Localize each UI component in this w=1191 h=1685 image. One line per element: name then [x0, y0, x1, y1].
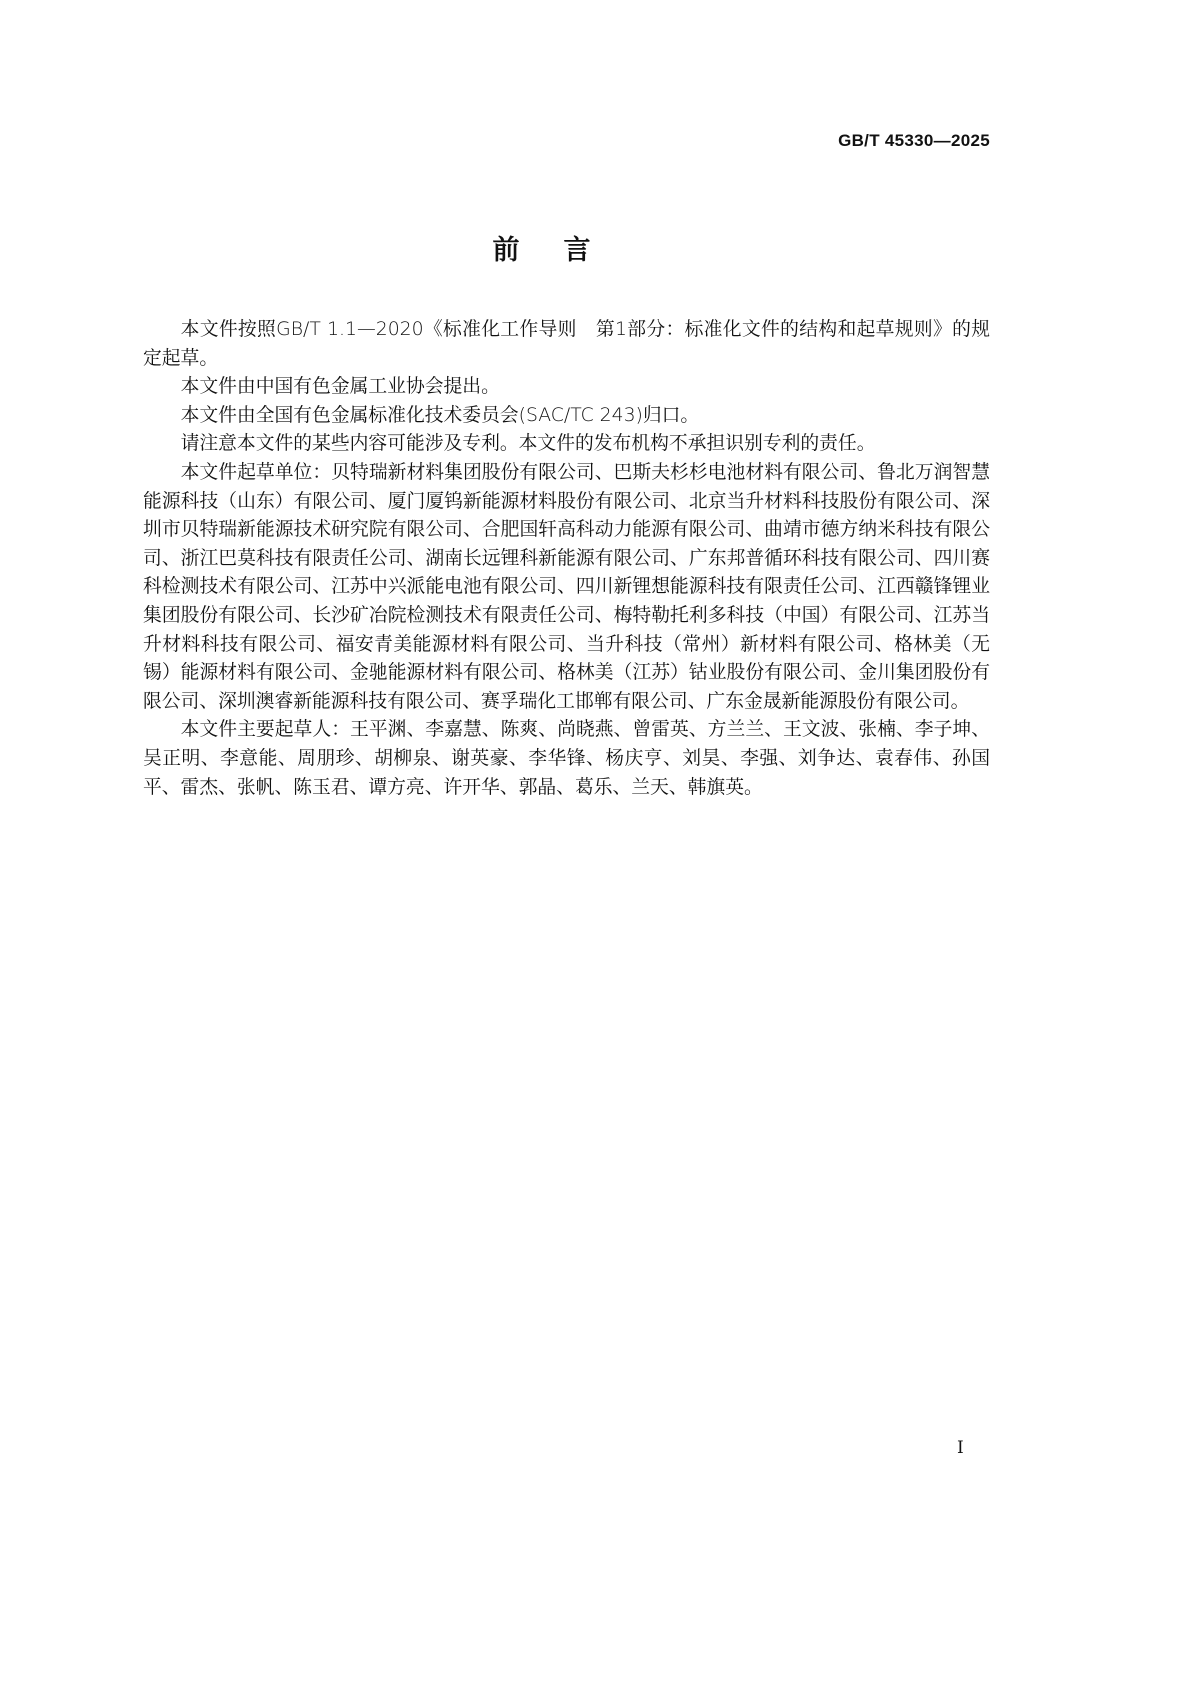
paragraph-committee: 本文件由全国有色金属标准化技术委员会(SAC/TC 243)归口。: [180, 404, 700, 426]
standard-number: GB/T 45330—2025: [838, 131, 990, 150]
page-number: I: [957, 1438, 964, 1458]
paragraph-drafting-rules: 本文件按照GB/T 1.1—2020《标准化工作导则 第1部分：标准化文件的结构和起草规则》的规定起草。: [143, 319, 990, 369]
page-title: 前言: [492, 235, 635, 266]
foreword-body: [143, 316, 990, 802]
paragraph-drafting-units: 本文件起草单位：贝特瑞新材料集团股份有限公司、巴斯夫杉杉电池材料有限公司、鲁北万润智慧能源科技（山东）有限公司、厦门厦钨新能源材料股份有限公司、北京当升材料科技股份有限公司、深圳市贝特瑞新能源技术研究院有限公司、合肥国轩高科动力能源有限公司、曲靖市德方纳米科技有限公司、浙江巴莫科技有限责任公司、湖南长远锂科新能源有限公司、广东邦普循环科技有限公司、四川赛科检测技术有限公司、江苏中兴派能电池有限公司、四川新锂想能源科技有限责任公司、江西赣锋锂业集团股份有限公司、长沙矿冶院检测技术有限责任公司、梅特勒托利多科技（中国）有限公司、江苏当升材料科技有限公司、福安青美能源材料有限公司、当升科技（常州）新材料有限公司、格林美（无锡）能源材料有限公司、金驰能源材料有限公司、格林美（江苏）钴业股份有限公司、金川集团股份有限公司、深圳澳睿新能源科技有限公司、赛孚瑞化工邯郸有限公司、广东金晟新能源股份有限公司。: [143, 461, 990, 712]
paragraph-drafters: 本文件主要起草人：王平渊、李嘉慧、陈爽、尚晓燕、曾雷英、方兰兰、王文波、张楠、李子坤、吴正明、李意能、周朋珍、胡柳泉、谢英豪、李华锋、杨庆亨、刘昊、李强、刘争达、袁春伟、孙国平、雷杰、张帆、陈玉君、谭方亮、许开华、郭晶、葛乐、兰天、韩旗英。: [143, 719, 990, 798]
paragraph-patent-notice: 请注意本文件的某些内容可能涉及专利。本文件的发布机构不承担识别专利的责任。: [180, 433, 876, 455]
paragraph-proposer: 本文件由中国有色金属工业协会提出。: [180, 376, 500, 398]
